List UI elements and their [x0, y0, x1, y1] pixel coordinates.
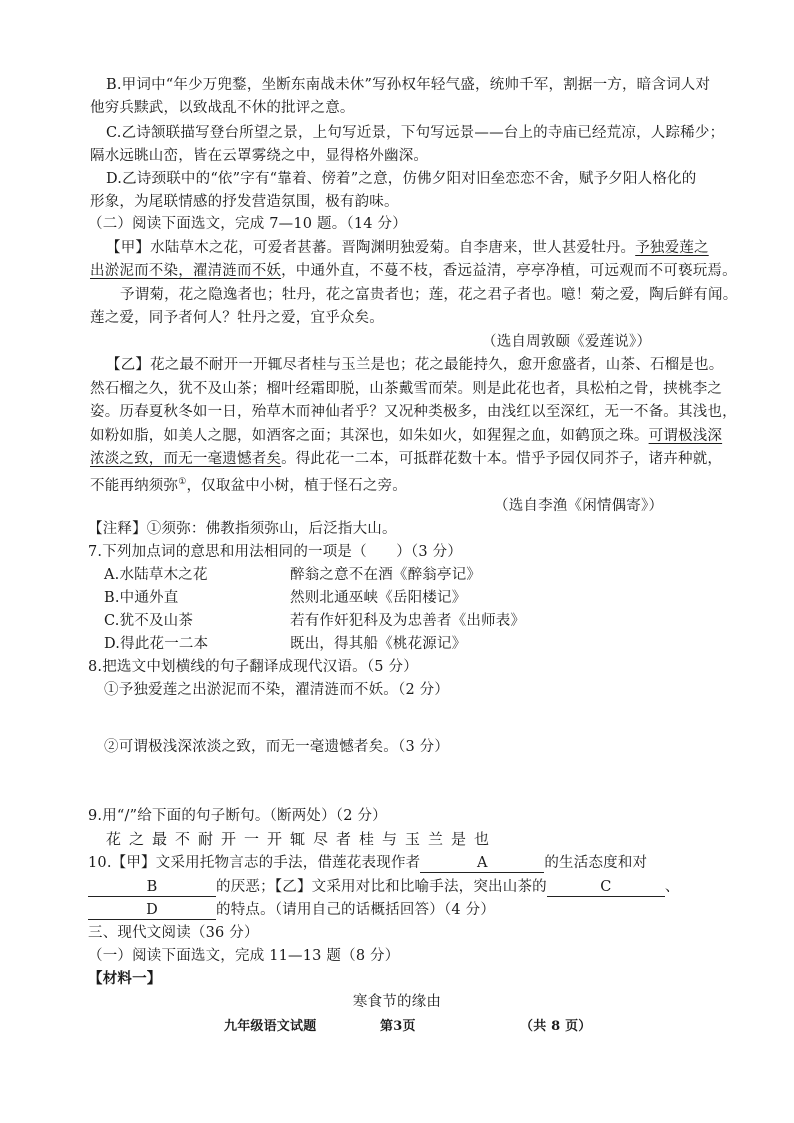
footer-page-number: 第3页	[380, 1019, 416, 1034]
yi-line1	[106, 354, 723, 376]
jia-label: 【甲】	[106, 240, 151, 256]
annotation-note: 【注释】①须弥：佛教指须弥山，后泛指大山。	[88, 521, 397, 537]
q7-option-b-left: B.中通外直	[104, 590, 179, 606]
jia-paragraph1-line2	[90, 260, 737, 282]
q7-option-d-left: D.得此花一二本	[104, 636, 209, 652]
q8-item2: ②可谓极浅深浓淡之致，而无一毫遗憾者矣。（3 分）	[104, 739, 450, 755]
q10-blank-a[interactable]: A	[420, 854, 544, 873]
yi-text-6b: ，仅取盆中小树，植于怪石之旁。	[186, 477, 407, 494]
q9-sentence: 花之最不耐开一开辄尽者桂与玉兰是也	[106, 830, 498, 848]
jia-text: 水陆草木之花，可爱者甚蕃。晋陶渊明独爱菊。自李唐来，世人甚爱牡丹。	[150, 240, 636, 256]
q10-text-3: 的厌恶；【乙】文采用对比和比喻手法，突出山茶的	[216, 879, 547, 895]
yi-line2: 然石榴之久，犹不及山茶；榴叶经霜即脱，山茶戴雪而荣。则是此花也者，具松柏之骨，挟桃李之	[90, 381, 723, 397]
section3-heading: 三、现代文阅读（36 分）	[88, 925, 259, 941]
yi-underlined-1: 可谓极浅深	[648, 428, 723, 444]
q6-option-d-line1: D.乙诗颈联中的“依”字有“靠着、傍着”之意，仿佛夕阳对旧垒恋恋不舍，赋予夕阳人格化的	[106, 171, 697, 187]
q7-stem: 7.下列加点词的意思和用法相同的一项是（ ）（3 分）	[88, 544, 463, 560]
jia-source: （选自周敦颐《爱莲说》）	[482, 334, 652, 350]
q10-text-2: 的生活态度和对	[544, 855, 648, 871]
yi-line5	[90, 448, 722, 470]
yi-text-1: 花之最不耐开一开辄尽者桂与玉兰是也；花之最能持久，愈开愈盛者，山茶、石榴是也。	[150, 357, 724, 373]
q6-option-b-line2: 他穷兵黩武，以致战乱不休的批评之意。	[90, 100, 355, 116]
q10-blank-c[interactable]: C	[547, 878, 665, 897]
q8-item1: ①予独爱莲之出淤泥而不染，濯清涟而不妖。（2 分）	[104, 682, 450, 698]
q7-option-a-left: A.水陆草木之花	[104, 567, 208, 583]
q10-line2	[88, 876, 680, 898]
jia-paragraph2-line1: 予谓菊，花之隐逸者也；牡丹，花之富贵者也；莲，花之君子者也。噫！菊之爱，陶后鲜有闻。	[120, 287, 738, 303]
q10-text-5: 的特点。（请用自己的话概括回答）（4 分）	[216, 902, 496, 918]
q8-stem: 8.把选文中划横线的句子翻译成现代汉语。（5 分）	[88, 659, 418, 675]
q7-option-a-right: 醉翁之意不在酒《醉翁亭记》	[290, 567, 482, 583]
article-title: 寒食节的缘由	[352, 994, 442, 1010]
yi-line3: 姿。历春夏秋冬如一日，殆草木而神仙者乎？又况种类极多，由浅红以至深红，无一不备。其浅也，	[90, 404, 737, 420]
footnote-marker: ①	[178, 477, 187, 487]
yi-text-6a: 不能再纳须弥	[90, 477, 179, 494]
yi-underlined-2: 浓淡之致，而无一毫遗憾者矣	[90, 451, 282, 467]
q10-blank-d[interactable]: D	[88, 901, 216, 920]
yi-source: （选自李渔《闲情偶寄》）	[494, 498, 664, 514]
q7-option-c-right: 若有作奸犯科及为忠善者《出师表》	[290, 613, 526, 629]
jia-paragraph2-line2: 莲之爱，同予者何人？牡丹之爱，宜乎众矣。	[90, 310, 384, 326]
yi-line4	[90, 425, 722, 447]
footer-total-pages: （共 8 页）	[520, 1019, 592, 1034]
q7-option-c-left: C.犹不及山茶	[104, 613, 194, 629]
q6-option-b-line1: B.甲词中“年少万兜鍪，坐断东南战未休”写孙权年轻气盛，统帅千军，割据一方，暗含词人对	[106, 77, 711, 93]
q9-stem: 9.用“/”给下面的句子断句。（断两处）（2 分）	[88, 808, 387, 824]
yi-line6	[90, 471, 407, 497]
q6-option-d-line2: 形象，为尾联情感的抒发营造氛围，极有韵味。	[90, 194, 399, 210]
yi-text-4: 如粉如脂，如美人之腮，如酒客之面；其深也，如朱如火，如猩猩之血，如鹤顶之珠。	[90, 428, 649, 444]
yi-label: 【乙】	[106, 357, 151, 373]
q10-line3	[88, 899, 495, 921]
q7-option-d-right: 既出，得其船《桃花源记》	[290, 636, 467, 652]
yi-text-5: 。得此花一二本，可抵群花数十本。惜乎予园仅同芥子，诸卉种就，	[281, 451, 723, 467]
q6-option-c-line2: 隔水远眺山峦，皆在云罩雾绕之中，显得格外幽深。	[90, 148, 429, 164]
jia-paragraph1-line1	[106, 237, 709, 259]
q10-blank-b[interactable]: B	[88, 878, 216, 897]
q7-option-b-right: 然则北通巫峡《岳阳楼记》	[290, 590, 467, 606]
section3-subheading: （一）阅读下面选文，完成 11—13 题（8 分）	[88, 948, 400, 964]
material-label: 【材料一】	[88, 970, 162, 987]
jia-underlined-2: 出淤泥而不染，濯清涟而不妖	[90, 263, 282, 279]
q6-option-c-line1: C.乙诗颔联描写登台所望之景，上句写近景，下句写远景——台上的寺庙已经荒凉，人踪稀少；	[106, 125, 725, 141]
q10-text-1: 10.【甲】文采用托物言志的手法，借莲花表现作者	[88, 855, 421, 871]
section2-heading: （二）阅读下面选文，完成 7—10 题。（14 分）	[88, 216, 407, 232]
q10-text-4: 、	[664, 879, 680, 895]
jia-text-2: ，中通外直，不蔓不枝，香远益清，亭亭净植，可远观而不可亵玩焉。	[281, 263, 737, 279]
jia-underlined-1: 予独爱莲之	[635, 240, 709, 256]
footer-exam-name: 九年级语文试题	[224, 1019, 317, 1034]
q10-line1	[88, 852, 647, 874]
